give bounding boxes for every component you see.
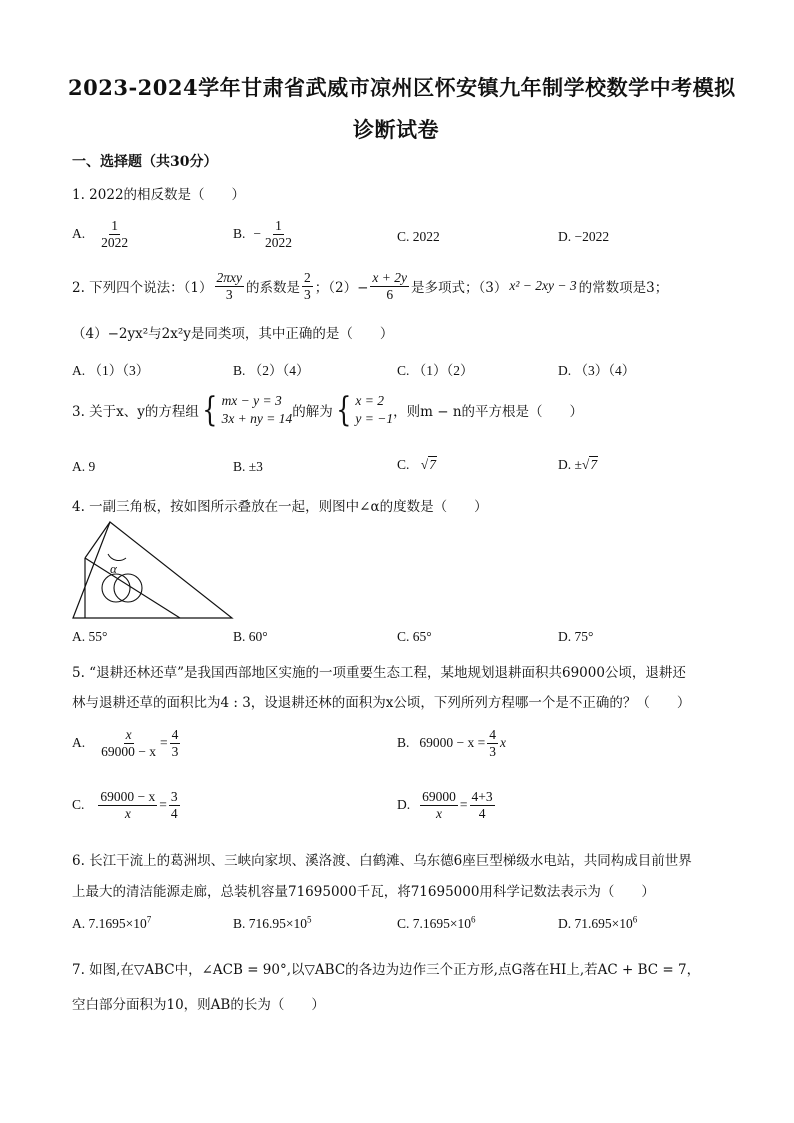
variable: x: [500, 735, 506, 751]
numerator: 69000: [422, 789, 456, 804]
denominator: 2022: [265, 234, 293, 250]
alpha-label: α: [110, 561, 117, 576]
triangle-set-figure: [70, 520, 235, 620]
text: 的系数是: [246, 280, 301, 297]
equation-system: [199, 390, 293, 431]
numerator: 69000 − x: [100, 789, 156, 804]
option-text: C. 7.1695×10: [397, 916, 471, 931]
fraction: [263, 218, 294, 250]
text: 的常数项是3；: [578, 280, 669, 297]
denominator: 69000 − x: [101, 743, 156, 759]
numerator: 1: [111, 218, 118, 233]
sqrt-icon: √: [420, 457, 429, 472]
q1-option-d[interactable]: D. −2022: [558, 229, 610, 244]
q3-option-a[interactable]: A. 9: [72, 459, 96, 474]
option-label: A.: [72, 735, 86, 751]
fraction: [169, 789, 180, 821]
option-text: A. 7.1695×10: [72, 916, 147, 931]
q1-option-b[interactable]: [233, 218, 296, 250]
equation: mx − y = 3: [221, 393, 282, 408]
denominator: x: [124, 805, 131, 821]
q2-option-b[interactable]: B. （2）（4）: [233, 363, 310, 378]
text: 3. 关于x、y的方程组: [72, 404, 199, 421]
exponent: 6: [632, 914, 638, 925]
q4-option-d[interactable]: D. 75°: [558, 629, 594, 644]
option-label: B.: [397, 735, 410, 751]
fraction: [420, 789, 458, 821]
q4-option-a[interactable]: A. 55°: [72, 629, 108, 644]
text: 是多项式；（3）: [411, 280, 508, 297]
denominator: 3: [171, 743, 179, 759]
text: ；（2）−: [314, 280, 369, 297]
equals-sign: =: [160, 735, 168, 751]
q5-option-b[interactable]: [397, 727, 506, 759]
radicand: 7: [429, 457, 436, 472]
option-label: D. ±: [558, 457, 582, 472]
denominator: 4: [478, 805, 486, 821]
denominator: 3: [304, 286, 311, 302]
brace-icon: {: [336, 390, 352, 431]
fraction: [99, 727, 158, 759]
fraction: [98, 789, 157, 821]
q2-option-d[interactable]: D. （3）（4）: [558, 363, 636, 378]
fraction: [370, 270, 409, 302]
option-label: C.: [72, 797, 85, 813]
q2-option-a[interactable]: A. （1）（3）: [72, 363, 150, 378]
numerator: x: [125, 727, 132, 742]
radicand: 7: [590, 457, 598, 472]
q4-option-b[interactable]: B. 60°: [233, 629, 268, 644]
q1-option-a[interactable]: [72, 218, 132, 250]
fraction: [99, 218, 130, 250]
q3-option-b[interactable]: B. ±3: [233, 459, 263, 474]
q2-option-c[interactable]: C. （1）（2）: [397, 363, 474, 378]
q3-option-d[interactable]: [558, 457, 598, 473]
numerator: 2πxy: [216, 270, 243, 285]
question-7-line1: 7. 如图,在▽ABC中，∠ACB = 90°,以▽ABC的各边为边作三个正方形,点G落在HI上,若AC + BC = 7，: [72, 962, 701, 978]
numerator: 4: [489, 727, 496, 742]
question-6-line1: 6. 长江干流上的葛洲坝、三峡向家坝、溪洛渡、白鹤滩、乌东德6座巨型梯级水电站，共同构成目前世界: [72, 853, 692, 869]
q4-option-c[interactable]: C. 65°: [397, 629, 432, 644]
denominator: 4: [170, 805, 178, 821]
page-title-line2: 诊断试卷: [353, 117, 439, 142]
denominator: 6: [386, 286, 394, 302]
option-text: D. 71.695×10: [558, 916, 633, 931]
fraction: [487, 727, 498, 759]
section-heading: 一、选择题（共30分）: [72, 154, 218, 170]
sqrt-icon: √: [581, 457, 590, 472]
numerator: 1: [275, 218, 282, 233]
numerator: 3: [170, 789, 178, 804]
expression: 69000 − x =: [419, 735, 486, 751]
question-2-stem: [72, 270, 668, 302]
exponent: 7: [146, 914, 152, 925]
q6-option-b[interactable]: [233, 916, 312, 932]
question-6-line2: 上最大的清洁能源走廊，总装机容量71695000千瓦，将71695000用科学记数法表示为（ ）: [72, 884, 655, 900]
fraction: [470, 789, 495, 821]
equation: 3x + ny = 14: [221, 411, 293, 427]
fraction: [215, 270, 245, 302]
text: 的解为: [292, 404, 333, 421]
question-1-stem: 1. 2022的相反数是（ ）: [72, 187, 246, 203]
q3-option-c[interactable]: [397, 457, 437, 473]
page-title-line1: 2023-2024学年甘肃省武威市凉州区怀安镇九年制学校数学中考模拟: [68, 75, 736, 100]
equation: x = 2: [355, 393, 385, 408]
question-7-line2: 空白部分面积为10，则AB的长为（ ）: [72, 997, 325, 1013]
numerator: 2: [304, 270, 311, 285]
q6-option-d[interactable]: [558, 916, 637, 932]
numerator: x + 2y: [372, 270, 408, 285]
brace-icon: {: [202, 390, 218, 431]
q5-option-c[interactable]: [72, 789, 182, 821]
denominator: 3: [225, 286, 233, 302]
fraction: [302, 270, 313, 302]
question-5-line1: 5. “退耕还林还草”是我国西部地区实施的一项重要生态工程，某地规划退耕面积共69000公顷，退耕还: [72, 665, 686, 681]
equals-sign: =: [159, 797, 167, 813]
question-2-line2: （4）−2yx²与2x²y是同类项，其中正确的是（ ）: [72, 326, 394, 342]
question-5-line2: 林与退耕还草的面积比为4 : 3，设退耕还林的面积为x公顷，下列所列方程哪一个是不正确的？（ ）: [72, 695, 691, 711]
option-label: A.: [72, 226, 86, 242]
equals-sign: =: [459, 797, 468, 813]
q6-option-a[interactable]: [72, 916, 151, 932]
fraction: [170, 727, 181, 759]
q1-option-c[interactable]: C. 2022: [397, 229, 440, 244]
text: ，则m − n的平方根是（ ）: [393, 404, 584, 421]
numerator: 4+3: [471, 789, 493, 804]
question-4-stem: 4. 一副三角板，按如图所示叠放在一起，则图中∠α的度数是（ ）: [72, 499, 488, 515]
minus-sign: −: [253, 226, 262, 242]
q5-option-a[interactable]: [72, 727, 182, 759]
equation: y = −1: [355, 411, 394, 427]
solution-system: [333, 390, 394, 431]
denominator: x: [436, 805, 442, 821]
q6-option-c[interactable]: [397, 916, 476, 932]
denominator: 3: [489, 743, 496, 759]
option-text: B. 716.95×10: [233, 916, 307, 931]
question-3-stem: [72, 390, 584, 431]
option-label: C.: [397, 457, 410, 472]
exponent: 6: [471, 914, 476, 925]
denominator: 2022: [101, 234, 129, 250]
exponent: 5: [307, 914, 312, 925]
option-label: B.: [233, 226, 246, 242]
option-label: D.: [397, 797, 411, 813]
text: 2. 下列四个说法：（1）: [72, 280, 213, 297]
expression: x² − 2xy − 3: [509, 278, 577, 294]
q5-option-d[interactable]: [397, 789, 497, 821]
numerator: 4: [171, 727, 179, 742]
